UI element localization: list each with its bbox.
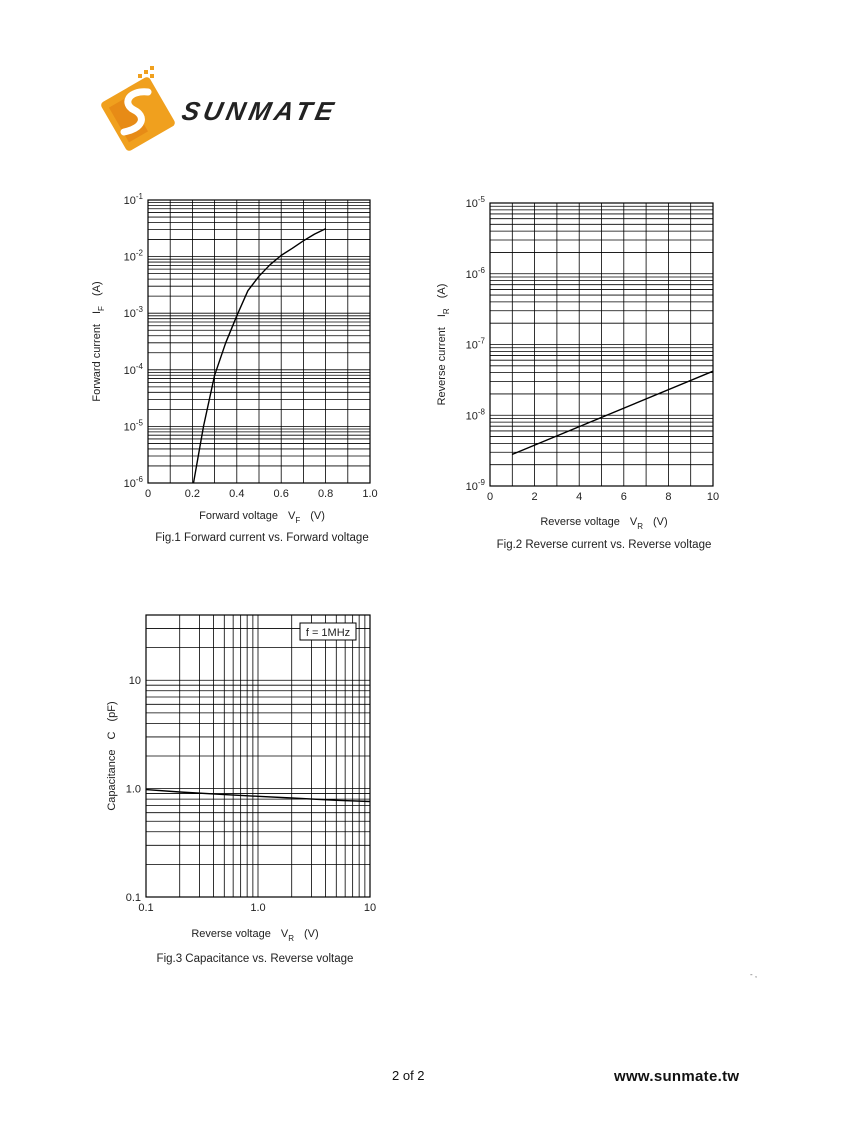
y-tick-base: 10 [465, 198, 478, 210]
y-tick-exp: -1 [135, 192, 143, 201]
website-url[interactable]: www.sunmate.tw [614, 1068, 740, 1085]
grid [146, 615, 370, 897]
x-tick-label: 0.6 [273, 488, 289, 500]
x-tick-label: 0.8 [317, 488, 334, 500]
x-tick-label: 1.0 [250, 902, 266, 914]
y-axis-unit: (pF) [106, 701, 118, 722]
y-tick-base: 10 [123, 364, 136, 377]
x-tick-label: 4 [576, 491, 583, 503]
x-axis-unit: (V) [652, 516, 668, 528]
x-tick-label: 0.1 [138, 902, 154, 914]
y-tick-base: 10 [465, 268, 478, 281]
x-axis-title: Forward voltage [199, 510, 278, 522]
x-axis-symbol: V [280, 928, 289, 940]
stray-mark: - , [750, 970, 758, 979]
y-tick-exp: -4 [135, 361, 143, 371]
x-axis-unit: (V) [303, 928, 319, 940]
x-axis-subscript: F [295, 516, 301, 525]
y-axis-symbol: I [91, 310, 103, 314]
x-axis-subscript: R [288, 934, 294, 943]
y-tick-exp: -7 [477, 336, 485, 346]
y-tick-base: 10 [123, 478, 136, 490]
y-axis-title: Capacitance [106, 749, 118, 811]
figure-caption: Fig.3 Capacitance vs. Reverse voltage [156, 953, 354, 965]
x-tick-label: 0 [486, 491, 494, 503]
x-axis-subscript: R [637, 522, 643, 531]
y-tick-base: 1.0 [125, 783, 141, 796]
y-axis-unit: (A) [436, 283, 448, 299]
x-axis-label [191, 928, 318, 943]
y-tick-base: 10 [123, 195, 136, 207]
y-tick-base: 10 [123, 251, 136, 264]
y-tick-base: 0.1 [125, 892, 141, 904]
x-axis-symbol: V [287, 510, 296, 522]
x-tick-label: 8 [665, 491, 672, 503]
y-tick-exp: -2 [135, 248, 143, 258]
x-tick-label: 6 [620, 491, 627, 503]
x-tick-label: 10 [706, 491, 720, 503]
annotation-text: f = 1MHz [305, 627, 351, 639]
x-axis-title: Reverse voltage [191, 928, 271, 940]
figure-caption: Fig.2 Reverse current vs. Reverse voltage [496, 539, 712, 551]
y-tick-exp: -5 [135, 418, 143, 428]
x-tick-label: 0.2 [184, 488, 201, 500]
y-axis-unit: (A) [91, 281, 103, 297]
x-tick-label: 1.0 [362, 488, 378, 500]
y-tick-exp: -9 [477, 478, 485, 487]
y-axis-title: Forward current [91, 323, 103, 402]
y-axis-symbol: I [436, 314, 448, 318]
x-tick-label: 0 [144, 488, 152, 500]
y-tick-exp: -5 [477, 195, 485, 204]
x-axis-unit: (V) [310, 510, 325, 522]
x-axis-symbol: V [629, 516, 638, 528]
x-tick-label: 10 [363, 902, 377, 914]
y-tick-label [126, 892, 141, 904]
figure-caption: Fig.1 Forward current vs. Forward voltage [155, 532, 369, 544]
y-tick-label [126, 784, 141, 796]
y-tick-base: 10 [465, 410, 478, 423]
y-axis-subscript: R [442, 308, 451, 315]
y-tick-base: 10 [128, 675, 141, 688]
x-tick-label: 2 [531, 491, 538, 503]
y-tick-exp: -6 [477, 265, 485, 275]
y-tick-base: 10 [123, 308, 136, 321]
page-number: 2 of 2 [392, 1068, 425, 1083]
y-tick-label [129, 675, 141, 687]
y-tick-exp: -6 [135, 475, 143, 484]
y-tick-base: 10 [465, 481, 478, 493]
x-axis-title: Reverse voltage [540, 516, 620, 528]
y-axis-symbol: C [106, 731, 118, 740]
y-tick-base: 10 [465, 339, 478, 352]
y-tick-exp: -3 [135, 305, 143, 315]
logo-wordmark: SUNMATE [179, 96, 341, 126]
y-tick-base: 10 [123, 421, 136, 434]
x-tick-label: 0.4 [229, 488, 245, 500]
y-axis-subscript: F [97, 306, 106, 311]
y-tick-exp: -8 [477, 407, 485, 417]
y-axis-title: Reverse current [436, 327, 448, 406]
y-axis-label [106, 701, 118, 810]
